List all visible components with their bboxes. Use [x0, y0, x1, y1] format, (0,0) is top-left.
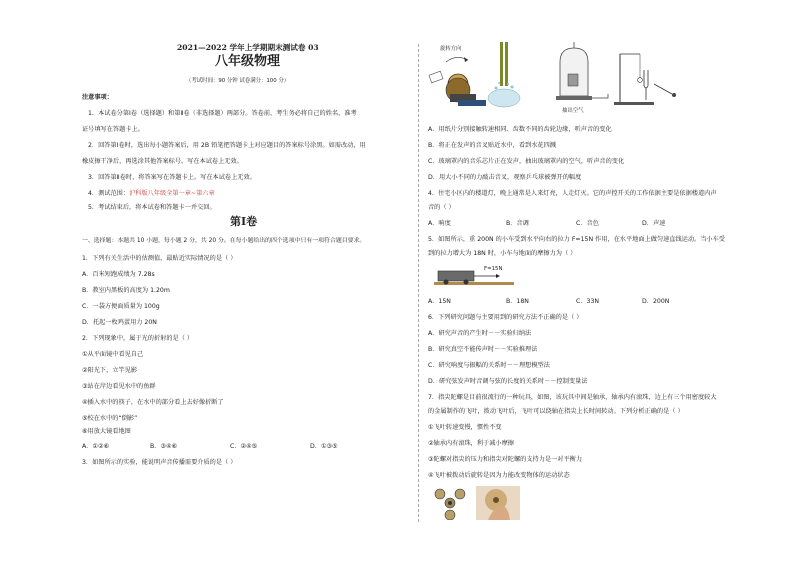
figure-label: 旋转方向	[440, 46, 462, 52]
option: B．研究真空不能传声时－－实验推理法	[428, 346, 538, 353]
option: A．研究声音的产生时－－实验归纳法	[428, 330, 532, 337]
test-scope: 沪科版八年级全第一章~第六章	[129, 190, 215, 197]
statement: ①从平面镜中看见自己	[82, 351, 144, 358]
statement: ①飞叶转速变慢，惯性不变	[428, 424, 502, 431]
notice-item: 1．本试卷分第Ⅰ卷（选择题）和第Ⅱ卷（非选择题）两部分。答卷前，考生务必将自己的姓名、准考	[88, 110, 357, 117]
notice-item: 4．测试范围：沪科版八年级全第一章~第六章	[88, 190, 215, 197]
option: A．响度	[428, 220, 451, 227]
notice-item: 橡皮擦干净后，再选涂其他答案标号。写在本试卷上无效。	[82, 158, 243, 165]
option: C．②④⑤	[230, 443, 258, 450]
option: A．百米短跑成绩为 7.28s	[82, 271, 155, 278]
statement: ⑥用放大镜看地图	[82, 428, 131, 435]
statement: ④飞叶被拨动后旋转是因为力能改变物体的运动状态	[428, 472, 570, 479]
option: B．教室内黑板的高度为 1.20m	[82, 287, 170, 294]
column-divider	[418, 44, 419, 522]
option: D．200N	[642, 298, 670, 305]
option: A．15N	[428, 298, 451, 305]
exam-meta: （考试时间：90 分钟 试卷满分：100 分）	[186, 78, 290, 84]
fidget-spinner-figure	[432, 486, 522, 520]
statement: ②轴承内有滚珠，利于减小摩擦	[428, 440, 514, 447]
option: D．声速	[642, 220, 666, 227]
option: C．33N	[576, 298, 600, 305]
statement: ⑤校在水中的“倒影”	[82, 415, 138, 422]
subject-title: 八年级物理	[215, 54, 281, 69]
tuning-fork-water-figure	[488, 42, 520, 107]
option: D．研究弦发声时音调与弦的长度的关系时－－控制变量法	[428, 378, 588, 385]
notice-item: 5．考试结束后，将本试卷和答题卡一并交回。	[88, 204, 216, 211]
question-stem: 4．住宅小区内的楼道灯，晚上通常是人来灯亮，人走灯灭。它的声控开关的工作依据主要是依据楼道内声	[428, 190, 717, 197]
option: B．③④⑥	[150, 443, 178, 450]
notice-item: 3．回答第Ⅱ卷时，将答案写在答题卡上。写在本试卷上无效。	[88, 174, 256, 181]
option: A．①②⑥	[82, 443, 110, 450]
option: C．一袋方便面质量为 100g	[82, 303, 160, 310]
fidget-spinner-photo	[435, 489, 465, 520]
notice-heading: 注意事项：	[82, 94, 113, 101]
section-intro: 一、选择题：本题共 10 小题，每小题 2 分，共 20 分。在每小题给出的四个选项中只有一项符合题目要求。	[82, 238, 366, 244]
question-stem: 7．指尖陀螺是目前很流行的一种玩具，如图，该玩具中间是轴承，轴承内有滚珠，边上有三个用密度较大	[428, 394, 717, 401]
bell-jar-figure	[556, 42, 608, 100]
question-stem: 3．如图所示的实验，能说明声音传播需要介质的是（ ）	[82, 459, 237, 466]
tuning-fork-ball-figure	[614, 54, 676, 105]
option: C．研究响度与振幅的关系时－－理想模型法	[428, 362, 550, 369]
spinner-on-finger-photo	[476, 486, 520, 520]
option: A．用纸片分别接触转速相同、齿数不同的齿轮边缘，听声音的变化	[428, 126, 612, 133]
gear-card-figure	[429, 57, 486, 106]
question-stem: 5．如图所示，重 200N 的小车受到水平向右的拉力 F=15N 作用，在水平地面上做匀速直线运动。当小车受	[428, 236, 725, 243]
option: D．①③⑤	[310, 443, 338, 450]
question-stem: 1．下列有关生活中的估测值，最贴近实际情况的是（ ）	[82, 255, 237, 262]
option: B．音调	[506, 220, 529, 227]
option: D．用大小不同的力敲击音叉，观察乒乓球被弹开的幅度	[428, 174, 582, 181]
option: D．托起一枚鸡蛋用力 20N	[82, 319, 157, 326]
figure-label: 抽出空气	[562, 108, 584, 114]
option: B．18N	[506, 298, 529, 305]
question-stem: 2．下列现象中，属于光的折射的是（ ）	[82, 335, 194, 342]
option: C．音色	[576, 220, 599, 227]
question-stem: 的金属制作的飞叶，拨动飞叶后，飞叶可以绕轴在指尖上长时间转动。下列分析正确的是（ ）	[428, 408, 684, 415]
statement: ④插入水中的筷子，在水中的部分看上去好像折断了	[82, 399, 224, 406]
notice-item: 2．回答第Ⅰ卷时，选出每小题答案后，用 2B 铅笔把答题卡上对应题目的答案标号涂黑。如需改动，用	[88, 142, 366, 149]
option: C．玻璃罩内的音乐芯片正在发声，抽出玻璃罩内的空气，听声音的变化	[428, 158, 625, 165]
cart-force-figure	[434, 264, 530, 288]
statement: ③陀螺对指尖的压力和指尖对陀螺的支持力是一对平衡力	[428, 456, 583, 463]
question-stem: 6．下列研究问题与主要用到的研究方法不正确的是（ ）	[428, 314, 583, 321]
notice-item: 证号填写在答题卡上。	[82, 126, 144, 133]
question-stem: 到的拉力增大为 18N 时，小车与地面的摩擦力为（ ）	[428, 250, 577, 257]
exam-title: 2021—2022 学年上学期期末测试卷 03	[177, 43, 319, 52]
statement: ③站在岸边看见水中的鱼群	[82, 383, 156, 390]
volume-title: 第Ⅰ卷	[230, 215, 258, 228]
force-label: F=15N	[484, 266, 503, 272]
statement: ②阳光下，立竿见影	[82, 367, 138, 374]
question-stem: 音的（ ）	[428, 204, 455, 211]
option: B．将正在发声的音叉贴近水中，看到水花四溅	[428, 142, 556, 149]
